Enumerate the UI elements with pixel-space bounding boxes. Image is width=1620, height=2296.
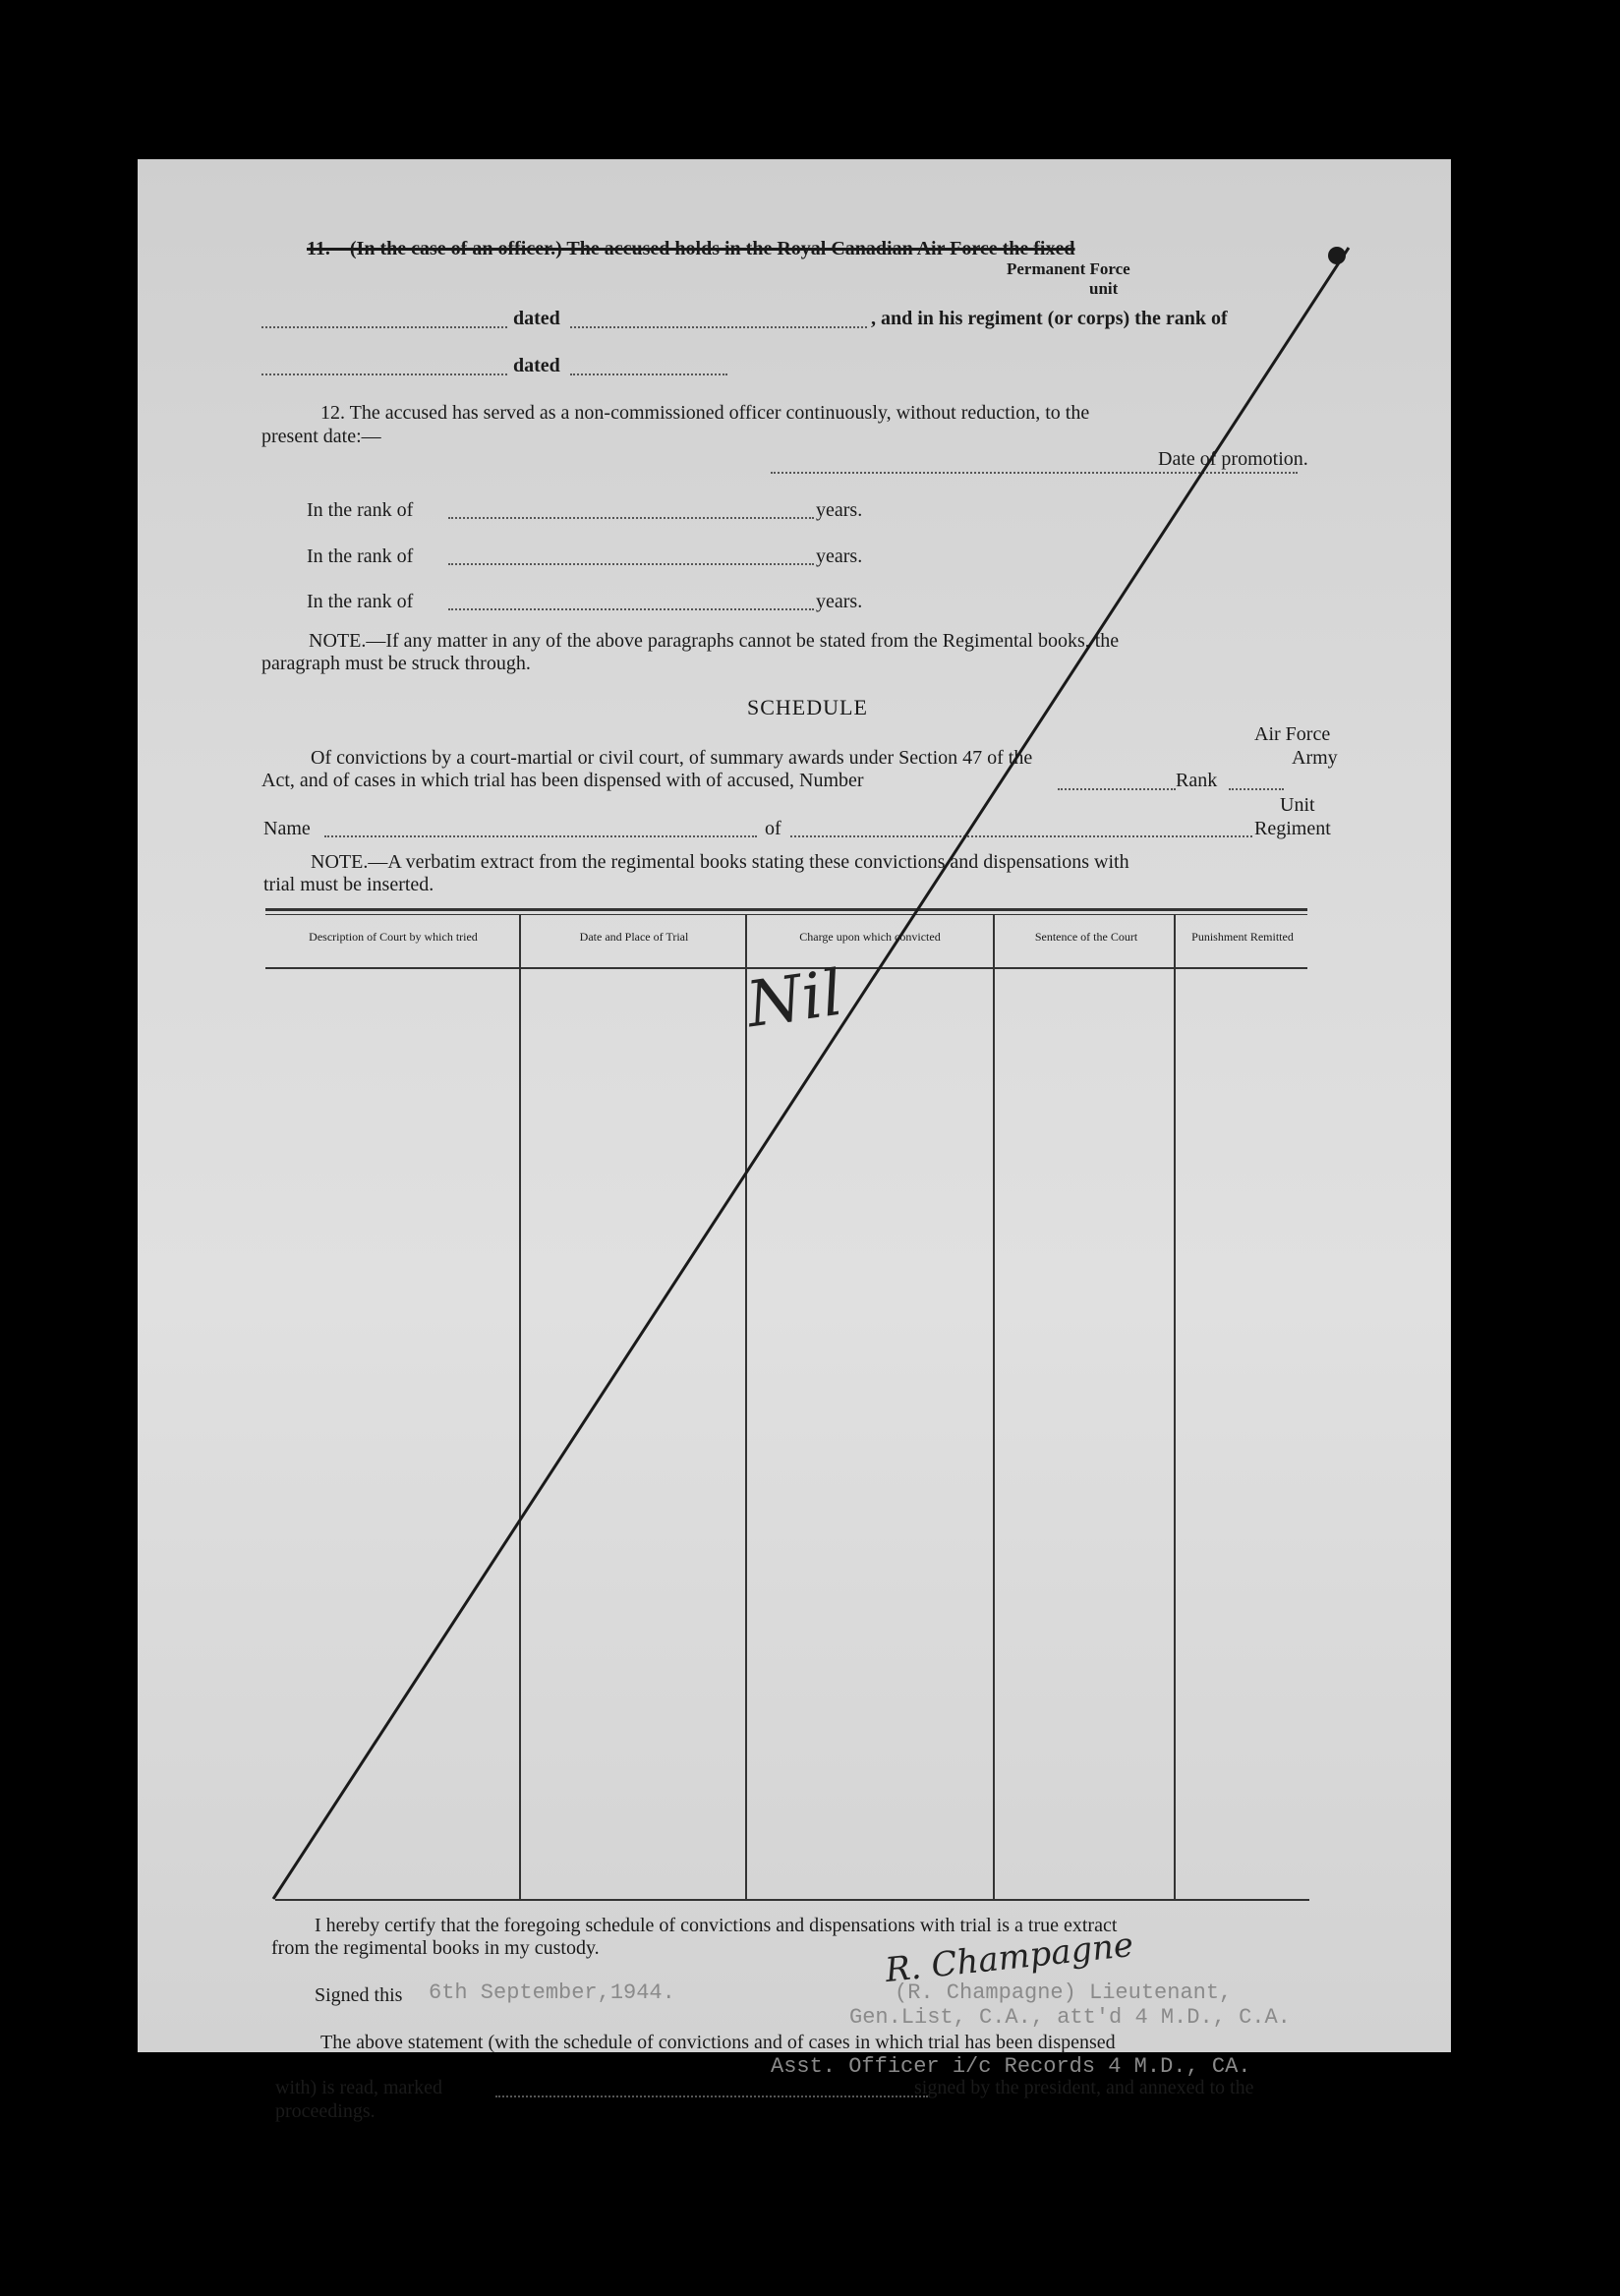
typed-date: 6th September,1944. (429, 1980, 675, 2005)
unit-label-2: Unit (1280, 794, 1315, 816)
marked-blank (495, 2095, 928, 2097)
note1-line2: paragraph must be struck through. (261, 653, 531, 674)
rank-row-2-label: In the rank of (307, 545, 414, 567)
item11-heading: 11.—(In the case of an officer.) The accused holds in the Royal Canadian Air Force the fixed (307, 238, 1075, 259)
rank-label: Rank (1176, 770, 1218, 791)
regiment-text: , and in his regiment (or corps) the rank of (871, 308, 1228, 329)
rank-row-3-suffix: years. (816, 591, 863, 612)
air-force-label: Air Force (1254, 723, 1331, 745)
signed-this-label: Signed this (315, 1984, 403, 2006)
certify-line1: I hereby certify that the foregoing schedule of convictions and dispensations with trial is a true extract (315, 1915, 1118, 1936)
rank-row-2-suffix: years. (816, 545, 863, 567)
name-label: Name (263, 818, 311, 839)
diagonal-strike-line (138, 159, 1451, 2052)
statement-signed-by: signed by the president, and annexed to the (914, 2077, 1254, 2098)
unit-label: unit (1089, 279, 1119, 298)
typed-role: Asst. Officer i/c Records 4 M.D., CA. (771, 2054, 1251, 2079)
regiment-label: Regiment (1254, 818, 1331, 839)
schedule-note-line1: NOTE.—A verbatim extract from the regimental books stating these convictions and dispensations with (311, 851, 1129, 873)
statement-with: with) is read, marked (275, 2077, 442, 2098)
date-of-promotion-label: Date of promotion. (1158, 448, 1308, 470)
table-header-sentence: Sentence of the Court (1034, 930, 1138, 944)
table-header-court: Description of Court by which tried (309, 930, 478, 944)
rank-row-3-label: In the rank of (307, 591, 414, 612)
dated-label: dated (513, 308, 560, 329)
statement-proceedings: proceedings. (275, 2100, 376, 2122)
rank-row-1-suffix: years. (816, 499, 863, 521)
of-label: of (765, 818, 781, 839)
typed-list: Gen.List, C.A., att'd 4 M.D., C.A. (849, 2005, 1291, 2030)
schedule-line1: Of convictions by a court-martial or civil court, of summary awards under Section 47 of the (311, 747, 1033, 769)
item12-line2: present date:— (261, 426, 381, 447)
note1-line1: NOTE.—If any matter in any of the above paragraphs cannot be stated from the Regimental books, the (309, 630, 1120, 652)
rank-row-1-label: In the rank of (307, 499, 414, 521)
document-page (138, 159, 1451, 2122)
schedule-note-line2: trial must be inserted. (263, 874, 434, 895)
permanent-force-label: Permanent Force (1007, 259, 1130, 278)
schedule-title: SCHEDULE (747, 695, 868, 719)
nil-stamp: Nil (742, 956, 847, 1043)
typed-name: (R. Champagne) Lieutenant, (895, 1980, 1233, 2005)
handwritten-signature: R. Champagne (883, 1924, 1135, 1991)
statement-line1: The above statement (with the schedule of convictions and of cases in which trial has been dispensed (320, 2032, 1116, 2053)
schedule-line2: Act, and of cases in which trial has been dispensed with of accused, Number (261, 770, 864, 791)
army-label: Army (1292, 747, 1338, 769)
item12-line1: 12. The accused has served as a non-commissioned officer continuously, without reduction, to the (320, 402, 1090, 424)
table-header-remitted: Punishment Remitted (1191, 930, 1294, 944)
dated2-label: dated (513, 355, 560, 376)
table-header-charge: Charge upon which convicted (799, 930, 941, 944)
certify-line2: from the regimental books in my custody. (271, 1937, 600, 1959)
table-header-date: Date and Place of Trial (579, 930, 689, 944)
